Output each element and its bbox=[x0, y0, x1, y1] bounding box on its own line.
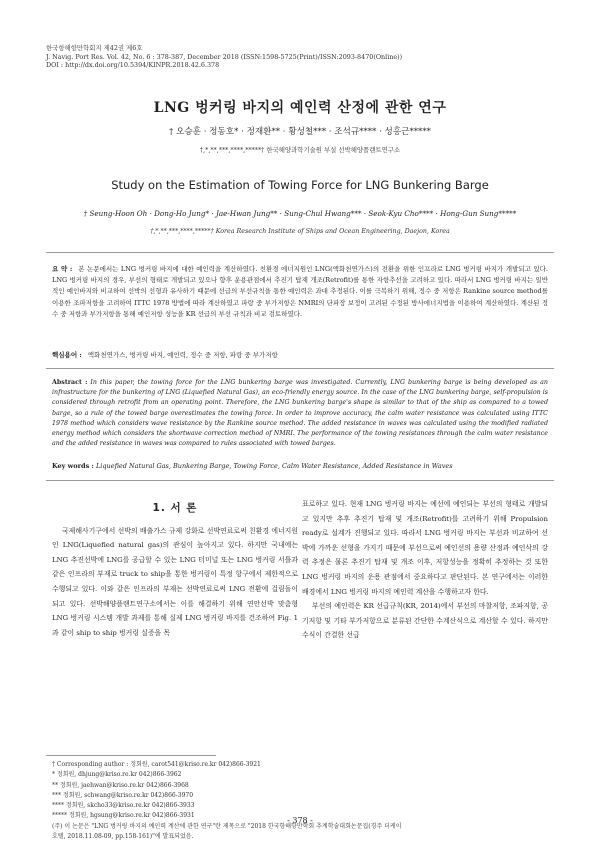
footnote: ***** 정회원, hgsung@kriso.re.kr 042)866-3931 bbox=[52, 812, 195, 820]
abstract-ko bbox=[52, 264, 548, 320]
abstract-ko-text: 본 논문에서는 LNG 벙커링 바지에 대한 예인력을 계산하였다. 친환경 에너지원인 LNG(액화천연가스)의 전환을 위한 인프라로 LNG 벙커링 바지가 개발되고 있다. LNG 벙커링 바지의 경우, 부선의 형태로 개발되고 있으나 향후 운용관점에서 추진기 탑재 개조(Retrofit)를 통한 자항추선을 고려하고 있다. 따라서 LNG 벙커링 바지는 일반적인 예인바지와 비교하여 선박의 선형과 유사하기 때문에 선급의 부선규칙을 통한 예인력은 과대 추정된다. 이를 극복하기 위해, 정수 중 저항은 Rankine source method를 이용한 조파저항을 고려하여 ITTC 1978 방법에 따라 계산하였고 파랑 중 부가저항은 NMRI의 단파장 보정이 고려된 수정된 방사에너지법을 이용하여 계산하였다. 계산된 정수 중 저항과 부가저항을 통해 예인저항 성능을 KR 선급의 부선 규칙과 비교 검토하였다. bbox=[52, 265, 548, 318]
divider-top bbox=[46, 252, 554, 253]
paper-title-en: Study on the Estimation of Towing Force for LNG Bunkering Barge bbox=[111, 178, 489, 192]
body-paragraph: 표로하고 있다. 현재 LNG 벙커링 바지는 예선에 예인되는 부선의 형태로 개발되고 있지만 추후 추진기 탑재 및 개조(Retrofit)를 고려하기 위해 Propulsion ready로 설계가 진행되고 있다. 따라서 LNG 벙커링 바지는 부선과 비교하여 선박에 가까운 선형을 가지기 때문에 부선으로써 예인선의 용량 산정과 예인삭의 강력 추정은 물론 추진기 탑재 및 개조 이후, 저항성능을 정확히 추정하는 것 또한 LNG 벙커링 바지의 운용 관점에서 중요하다고 판단된다. 본 연구에서는 이러한 배경에서 LNG 벙커링 바지의 예인력 계산을 수행하고자 한다. bbox=[302, 500, 548, 596]
keywords-en-text: Liquefied Natural Gas, Bunkering Barge, Towing Force, Calm Water Resistance, Added Resistance in Waves bbox=[95, 462, 453, 470]
abstract-en-label: Abstract : bbox=[52, 379, 88, 386]
page-number: - 378 - bbox=[287, 816, 313, 825]
footnote: (주) 이 논문은 "LNG 벙커링 바지의 예인력 계산에 관한 연구"란 제목으로 "2018 한국항해항만학회 추계학술대회논문집(경주 더케이 bbox=[52, 822, 402, 830]
journal-doi[interactable]: DOI : http://dx.doi.org/10.5394/KINPR.2018.42.6.378 bbox=[46, 61, 220, 70]
footnote: **** 정회원, skcho33@kriso.re.kr 042)866-3933 bbox=[52, 802, 195, 810]
abstract-ko-label: 요 약 : bbox=[52, 265, 73, 273]
journal-name: 한국항해항만학회지 제42권 제6호 bbox=[46, 44, 143, 52]
footnote: * 정회원, dhjung@kriso.re.kr 042)866-3962 bbox=[52, 771, 182, 779]
body-column-right bbox=[302, 497, 548, 643]
keywords-ko-label: 핵심용어 : bbox=[52, 351, 82, 359]
keywords-en-label: Key words : bbox=[52, 462, 94, 470]
footnote: *** 정회원, schwang@kriso.re.kr 042)866-3970 bbox=[52, 791, 194, 799]
footnote-divider bbox=[46, 755, 216, 756]
journal-citation: J. Navig. Port Res. Vol. 42, No. 6 : 378-387, December 2018 (ISSN:1598-5725(Print)/ISSN:2093-8470(Online)) bbox=[46, 52, 403, 61]
footnote: ** 정회원, jaehwan@kriso.re.kr 042)866-3968 bbox=[52, 781, 189, 789]
divider-mid bbox=[46, 368, 554, 369]
body-paragraph: 부선의 예인력은 KR 선급규칙(KR, 2014)에서 부선의 마찰저항, 조파저항, 공기저항 및 기타 부가저항으로 분류된 간단한 수계산식으로 계산할 수 있다. 하지만 수식이 간결한 선급 bbox=[302, 602, 548, 640]
authors-en: † Seung-Hoon Oh · Dong-Ho Jung* · Jae-Hwan Jung** · Sung-Chul Hwang*** · Seok-Kyu Cho**** · Hong-Gun Sung***** bbox=[83, 209, 517, 218]
journal-header bbox=[46, 44, 566, 70]
footnote: † Corresponding author : 정회원, carot541@kriso.re.kr 042)866-3921 bbox=[52, 761, 261, 768]
abstract-en bbox=[52, 378, 548, 449]
keywords-en bbox=[52, 462, 548, 470]
footnotes bbox=[52, 760, 548, 842]
keywords-ko-text: 액화천연가스, 벙커링 바지, 예인력, 정수 중 저항, 파랑 중 부가저항 bbox=[87, 351, 278, 359]
body-paragraph: 국제해사기구에서 선박의 배출가스 규제 강화로 선박연료로써 친환경 에너지원인 LNG(Liquefied natural gas)의 관심이 높아지고 있다. 하지만 국내에는 LNG 추진선박에 LNG를 공급할 수 있는 LNG 터미널 또는 LNG 벙커링 서틀과 같은 인프라의 부재로 truck to ship을 통한 벙커링이 특정 항구에서 제한적으로 수행되고 있다. 이와 같은 인프라의 부재는 선박연료로써 LNG 전환에 걸림돌이 되고 있다. 선박해양플랜트연구소에서는 이를 해결하기 위해 연안선박 맞춤형 LNG 벙커링 시스템 개발 과제를 통해 실제 LNG 벙커링 바지를 건조하여 Fig. 1과 같이 ship to ship 벙커링 실증을 목 bbox=[52, 526, 298, 637]
paper-title-ko: LNG 벙커링 바지의 예인력 산정에 관한 연구 bbox=[153, 100, 447, 116]
divider-bottom bbox=[46, 480, 554, 481]
footnote: 호텔, 2018.11.08-09, pp.158-161)"에 발표되었음. bbox=[52, 833, 194, 841]
affiliation-ko: †,*,**,***,****,*****† 한국해양과학기술원 부설 선박해양플랜트연구소 bbox=[199, 146, 401, 154]
body-column-left bbox=[52, 497, 298, 640]
section-heading: 1. 서 론 bbox=[152, 502, 198, 514]
abstract-en-text: In this paper, the towing force for the LNG bunkering barge was investigated. Currently, LNG bunkering barge is being developed as an infrastructure for the bunkering of LNG (Liquefied Natural Gas), an eco-friendly energy source. In the case of the LNG bunkering barge, self-propulsion is considered through retrofit from an operating point. Therefore, the LNG bunkering barge's shape is similar to that of the ship as compared to a towed barge, so a rule of the towed barge overestimates the towing force. In order to improve accuracy, the calm water resistance was calculated using ITTC 1978 method which considers wave resistance by the Rankine source method. The added resistance in waves was calculated using the modified radiated energy method which considers the shortwave correction method of NMRI. The performance of the towing resistances through the calm water resistance and the added resistance in waves was compared to rules associated with towed barges. bbox=[52, 379, 548, 448]
affiliation-en: †,*,**,***,****,*****† Korea Research Institute of Ships and Ocean Engineering, Daejon, Korea bbox=[150, 228, 450, 235]
keywords-ko bbox=[52, 350, 548, 359]
authors-ko: † 오승훈 · 정동호* · 정재환** · 황성철*** · 조석규**** · 성홍근***** bbox=[169, 127, 431, 137]
